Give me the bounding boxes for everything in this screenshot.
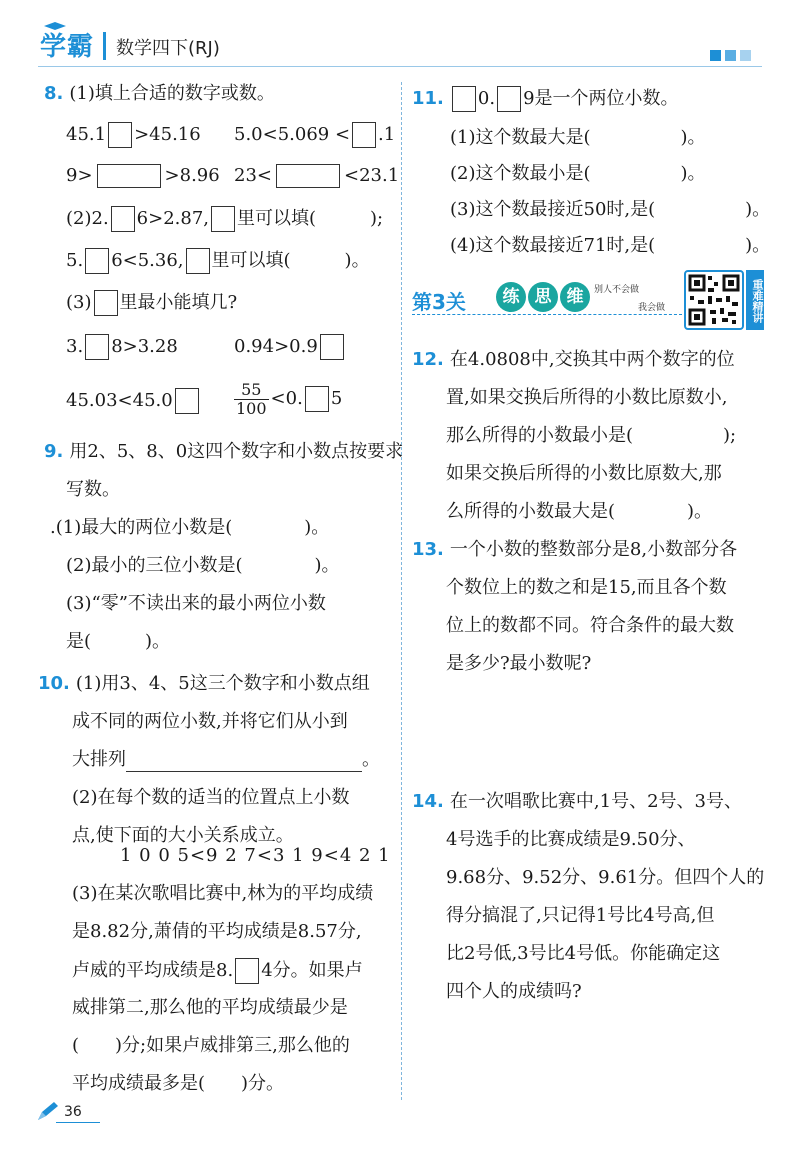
deco-square — [725, 50, 736, 61]
banner-subtitle-2: 我会做 — [638, 303, 666, 313]
question-number: 9. — [44, 441, 64, 462]
header-separator — [103, 32, 106, 60]
question-number: 13. — [412, 539, 444, 560]
banner-subtitle-1: 别人不会做 — [594, 285, 640, 295]
q9-line5: (3)“零”不读出来的最小两位小数 — [66, 593, 326, 614]
q10-line4: (2)在每个数的适当的位置点上小数 — [72, 787, 350, 808]
header-rule — [38, 66, 762, 67]
q12-line4: 如果交换后所得的小数比原数大,那 — [446, 463, 722, 484]
q10-line6[interactable]: 1 0 0 5<9 2 7<3 1 9<4 2 1 — [120, 845, 391, 866]
q9-line4: (2)最小的三位小数是( )。 — [66, 555, 340, 576]
q11-line5: (4)这个数最接近71时,是( )。 — [450, 235, 771, 256]
answer-blank[interactable] — [126, 752, 362, 772]
q10-line12: 平均成绩最多是( )分。 — [72, 1073, 285, 1094]
page-header — [0, 0, 800, 72]
footer-rule — [56, 1122, 100, 1123]
deco-square — [710, 50, 721, 61]
q8-row2b: 23< <23.1 — [234, 165, 400, 186]
q10-line8: 是8.82分,萧倩的平均成绩是8.57分, — [72, 921, 362, 942]
q8-row1a: 45.1 >45.16 — [66, 122, 201, 148]
level-banner — [412, 270, 764, 332]
banner-pill: 练 — [496, 282, 526, 312]
question-number: 10. — [38, 673, 70, 694]
q8-part3-row2a: 45.03<45.0 — [66, 388, 201, 414]
q14-line1: 14. 在一次唱歌比赛中,1号、2号、3号、 — [412, 791, 742, 812]
subject-title: 数学四下(RJ) — [116, 38, 220, 59]
q8-part3-row2b: $\frac{55}{100}$ <0. 5 — [236, 379, 343, 418]
qr-tag: 重难精讲 — [746, 270, 764, 330]
q9-line1: 9. 用2、5、8、0这四个数字和小数点按要求 — [44, 441, 404, 462]
deco-square — [740, 50, 751, 61]
q12-line1: 12. 在4.0808中,交换其中两个数字的位 — [412, 349, 735, 370]
answer-box[interactable] — [497, 86, 521, 112]
answer-box[interactable] — [108, 122, 132, 148]
q11-line4: (3)这个数最接近50时,是( )。 — [450, 199, 771, 220]
column-divider — [401, 82, 402, 1100]
banner-title: 第3关 — [412, 290, 466, 314]
q14-line6: 四个人的成绩吗? — [446, 981, 582, 1002]
answer-box[interactable] — [211, 206, 235, 232]
fraction: $\frac{55}{100}$ — [236, 379, 267, 418]
qr-code-icon[interactable] — [684, 270, 744, 330]
q8-row1b: 5.0<5.069 < .1 — [234, 122, 395, 148]
q13-line2: 个数位上的数之和是15,而且各个数 — [446, 577, 727, 598]
q10-line3: 大排列 。 — [72, 749, 380, 770]
q9-line2: 写数。 — [66, 479, 120, 500]
q14-line2: 4号选手的比赛成绩是9.50分、 — [446, 829, 696, 850]
q8-part2-line1: (2)2. 6>2.87, 里可以填( ); — [66, 206, 383, 232]
header-decoration — [710, 50, 751, 61]
q9-line6: 是( )。 — [66, 631, 171, 652]
q10-line2: 成不同的两位小数,并将它们从小到 — [72, 711, 348, 732]
answer-box[interactable] — [235, 958, 259, 984]
banner-pill: 维 — [560, 282, 590, 312]
answer-box[interactable] — [111, 206, 135, 232]
q11-line1: 11. 0. 9是一个两位小数。 — [412, 86, 679, 112]
q12-line2: 置,如果交换后所得的小数比原数小, — [446, 387, 728, 408]
question-number: 8. — [44, 83, 64, 104]
q8-part1-title: 8. (1)填上合适的数字或数。 — [44, 83, 275, 104]
answer-box[interactable] — [85, 334, 109, 360]
banner-pill: 思 — [528, 282, 558, 312]
question-number: 14. — [412, 791, 444, 812]
q8-part3-row1b: 0.94>0.9 — [234, 334, 346, 360]
q8-row2a: 9> >8.96 — [66, 165, 220, 186]
q11-line3: (2)这个数最小是( )。 — [450, 163, 706, 184]
answer-box[interactable] — [175, 388, 199, 414]
answer-box[interactable] — [94, 290, 118, 316]
q10-line9: 卢威的平均成绩是8. 4分。如果卢 — [72, 958, 363, 984]
banner-pills — [496, 282, 590, 312]
q10-line7: (3)在某次歌唱比赛中,林为的平均成绩 — [72, 883, 374, 904]
q12-line5: 么所得的小数最大是( )。 — [446, 501, 713, 522]
answer-box[interactable] — [352, 122, 376, 148]
brand-logo: 学霸 — [40, 32, 95, 62]
q14-line5: 比2号低,3号比4号低。你能确定这 — [446, 943, 721, 964]
q10-line11: ( )分;如果卢威排第三,那么他的 — [72, 1035, 350, 1056]
q10-line10: 威排第二,那么他的平均成绩最少是 — [72, 997, 348, 1018]
q11-line2: (1)这个数最大是( )。 — [450, 127, 706, 148]
q10-line5: 点,使下面的大小关系成立。 — [72, 825, 294, 846]
answer-box-wide[interactable] — [276, 164, 340, 188]
q13-line4: 是多少?最小数呢? — [446, 653, 592, 674]
page-number: 36 — [64, 1104, 82, 1120]
q10-line1: 10. (1)用3、4、5这三个数字和小数点组 — [38, 673, 370, 694]
answer-box[interactable] — [85, 248, 109, 274]
question-number: 11. — [412, 88, 444, 109]
question-number: 12. — [412, 349, 444, 370]
q8-part3-title: (3) 里最小能填几? — [66, 290, 237, 316]
q9-line3: .(1)最大的两位小数是( )。 — [50, 517, 330, 538]
pencil-icon — [36, 1100, 60, 1122]
answer-box[interactable] — [186, 248, 210, 274]
answer-box-wide[interactable] — [97, 164, 161, 188]
q13-line1: 13. 一个小数的整数部分是8,小数部分各 — [412, 539, 738, 560]
q8-part2-line2: 5. 6<5.36, 里可以填( )。 — [66, 248, 370, 274]
q12-line3: 那么所得的小数最小是( ); — [446, 425, 737, 446]
banner-rule — [412, 314, 682, 315]
answer-box[interactable] — [305, 386, 329, 412]
q13-line3: 位上的数都不同。符合条件的最大数 — [446, 615, 734, 636]
answer-box[interactable] — [452, 86, 476, 112]
q14-line4: 得分搞混了,只记得1号比4号高,但 — [446, 905, 715, 926]
answer-box[interactable] — [320, 334, 344, 360]
q14-line3: 9.68分、9.52分、9.61分。但四个人的 — [446, 867, 765, 888]
q8-part3-row1a: 3. 8>3.28 — [66, 334, 178, 360]
